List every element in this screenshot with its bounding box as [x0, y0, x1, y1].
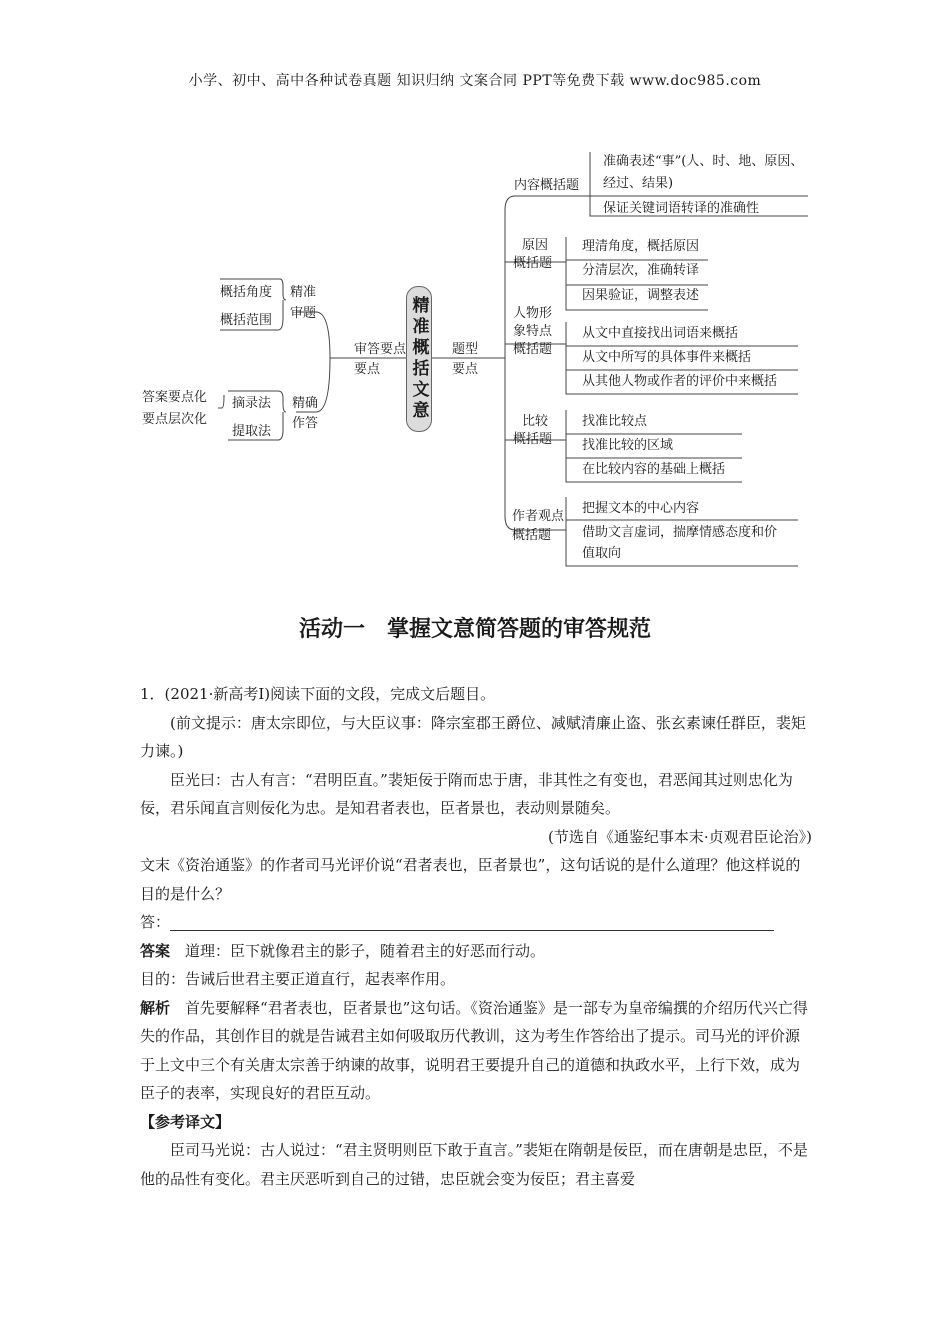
leaf-item: 提取法 — [232, 424, 272, 439]
type-name: 人物形 — [513, 306, 553, 321]
passage-source: (节选自《通鉴纪事本末·贞观君臣论治》) — [548, 827, 812, 846]
answer-line — [170, 916, 774, 931]
analysis-label: 解析 — [140, 998, 171, 1017]
question-passage: 臣光曰：古人有言：“君明臣直。”裴矩佞于隋而忠于唐，非其性之有变也，君恶闻其过则忠化为佞，君乐闻直言则佞化为忠。是知君者表也，臣者景也，表动则景随矣。 — [140, 770, 793, 817]
activity-title: 活动一 掌握文意简答题的审答规范 — [298, 617, 651, 642]
type-point: 在比较内容的基础上概括 — [582, 462, 726, 477]
translation-label: 【参考译文】 — [140, 1112, 231, 1131]
type-point: 经过、结果) — [603, 176, 674, 191]
type-point: 找准比较的区域 — [582, 438, 674, 453]
type-point: 准确表述“事”(人、时、地、原因、 — [603, 154, 804, 169]
note-text: 答案要点化 — [142, 390, 208, 405]
mind-map-lines — [0, 0, 950, 580]
branch-label: 要点 — [452, 362, 479, 377]
mind-map — [0, 0, 950, 580]
analysis-block: 解析 首先要解释“君者表也，臣者景也”这句话。《资治通鉴》是一部专为皇帝编撰的介绍历代兴亡得失的作品，其创作目的就是告诫君主如何吸取历代教训，这为考生作答给出了提示。司马光的评价源于上文中三个有关唐太宗善于纳谏的故事，说明君王要提升自己的道德和执政水平，上行下效，成为臣子的表率，实现良好的君臣互动。 — [140, 998, 808, 1102]
sub-label: 作答 — [292, 416, 319, 431]
type-name: 概括题 — [512, 528, 552, 543]
type-point: 借助文言虚词，揣摩情感态度和价 — [582, 525, 778, 540]
type-point: 值取向 — [582, 546, 622, 561]
branch-label: 审答要点 — [354, 342, 407, 357]
type-name: 比较 — [522, 414, 549, 429]
branch-label: 要点 — [354, 362, 381, 377]
branch-label: 题型 — [452, 342, 479, 357]
answer-label: 答案 — [140, 941, 171, 960]
answer-line2: 目的：告诫后世君主要正道直行，起表率作用。 — [140, 970, 456, 988]
type-name: 内容概括题 — [514, 178, 580, 193]
leaf-item: 概括角度 — [220, 285, 273, 300]
type-point: 保证关键词语转译的准确性 — [603, 201, 760, 216]
type-point: 分清层次，准确转译 — [582, 263, 700, 278]
type-name: 概括题 — [513, 256, 553, 271]
page-header: 小学、初中、高中各种试卷真题 知识归纳 文案合同 PPT等免费下载 www.doc985.com — [188, 73, 762, 89]
sub-label: 精确 — [292, 396, 319, 411]
type-name: 概括题 — [513, 432, 553, 447]
translation-text: 臣司马光说：古人说过：“君主贤明则臣下敢于直言。”裴矩在隋朝是佞臣，而在唐朝是忠臣，不是他的品性有变化。君主厌恶听到自己的过错，忠臣就会变为佞臣；君主喜爱 — [140, 1141, 808, 1188]
question-prompt: 文末《资治通鉴》的作者司马光评价说“君者表也，臣者景也”，这句话说的是什么道理？他这样说的目的是什么？ — [140, 856, 801, 903]
type-point: 从文中所写的具体事件来概括 — [582, 350, 752, 365]
type-point: 把握文本的中心内容 — [582, 501, 700, 516]
type-name: 概括题 — [513, 342, 553, 357]
type-point: 因果验证，调整表述 — [582, 288, 700, 303]
center-node: 精准概括文意 — [406, 286, 432, 432]
type-point: 找准比较点 — [582, 414, 648, 429]
type-point: 从文中直接找出词语来概括 — [582, 326, 739, 341]
sub-label: 审题 — [290, 306, 317, 321]
note-text: 要点层次化 — [142, 412, 208, 427]
type-name: 原因 — [522, 238, 549, 253]
question-intro: 1．(2021·新高考Ⅰ)阅读下面的文段，完成文后题目。 — [140, 685, 496, 703]
leaf-item: 摘录法 — [232, 396, 272, 411]
type-point: 理清角度，概括原因 — [582, 239, 700, 254]
answer-block: 答案 道理：臣下就像君主的影子，随着君主的好恶而行动。 — [140, 941, 546, 960]
type-name: 象特点 — [513, 324, 553, 339]
sub-label: 精准 — [290, 285, 317, 300]
question-content — [140, 680, 812, 1193]
type-name: 作者观点 — [512, 509, 565, 524]
leaf-item: 概括范围 — [220, 313, 273, 328]
answer-blank: 答： — [140, 908, 812, 937]
type-point: 从其他人物或作者的评价中来概括 — [582, 374, 778, 389]
question-context: (前文提示：唐太宗即位，与大臣议事：降宗室郡王爵位、减赋清廉止盗、张玄素谏任群臣，裴矩力谏。) — [140, 713, 806, 760]
